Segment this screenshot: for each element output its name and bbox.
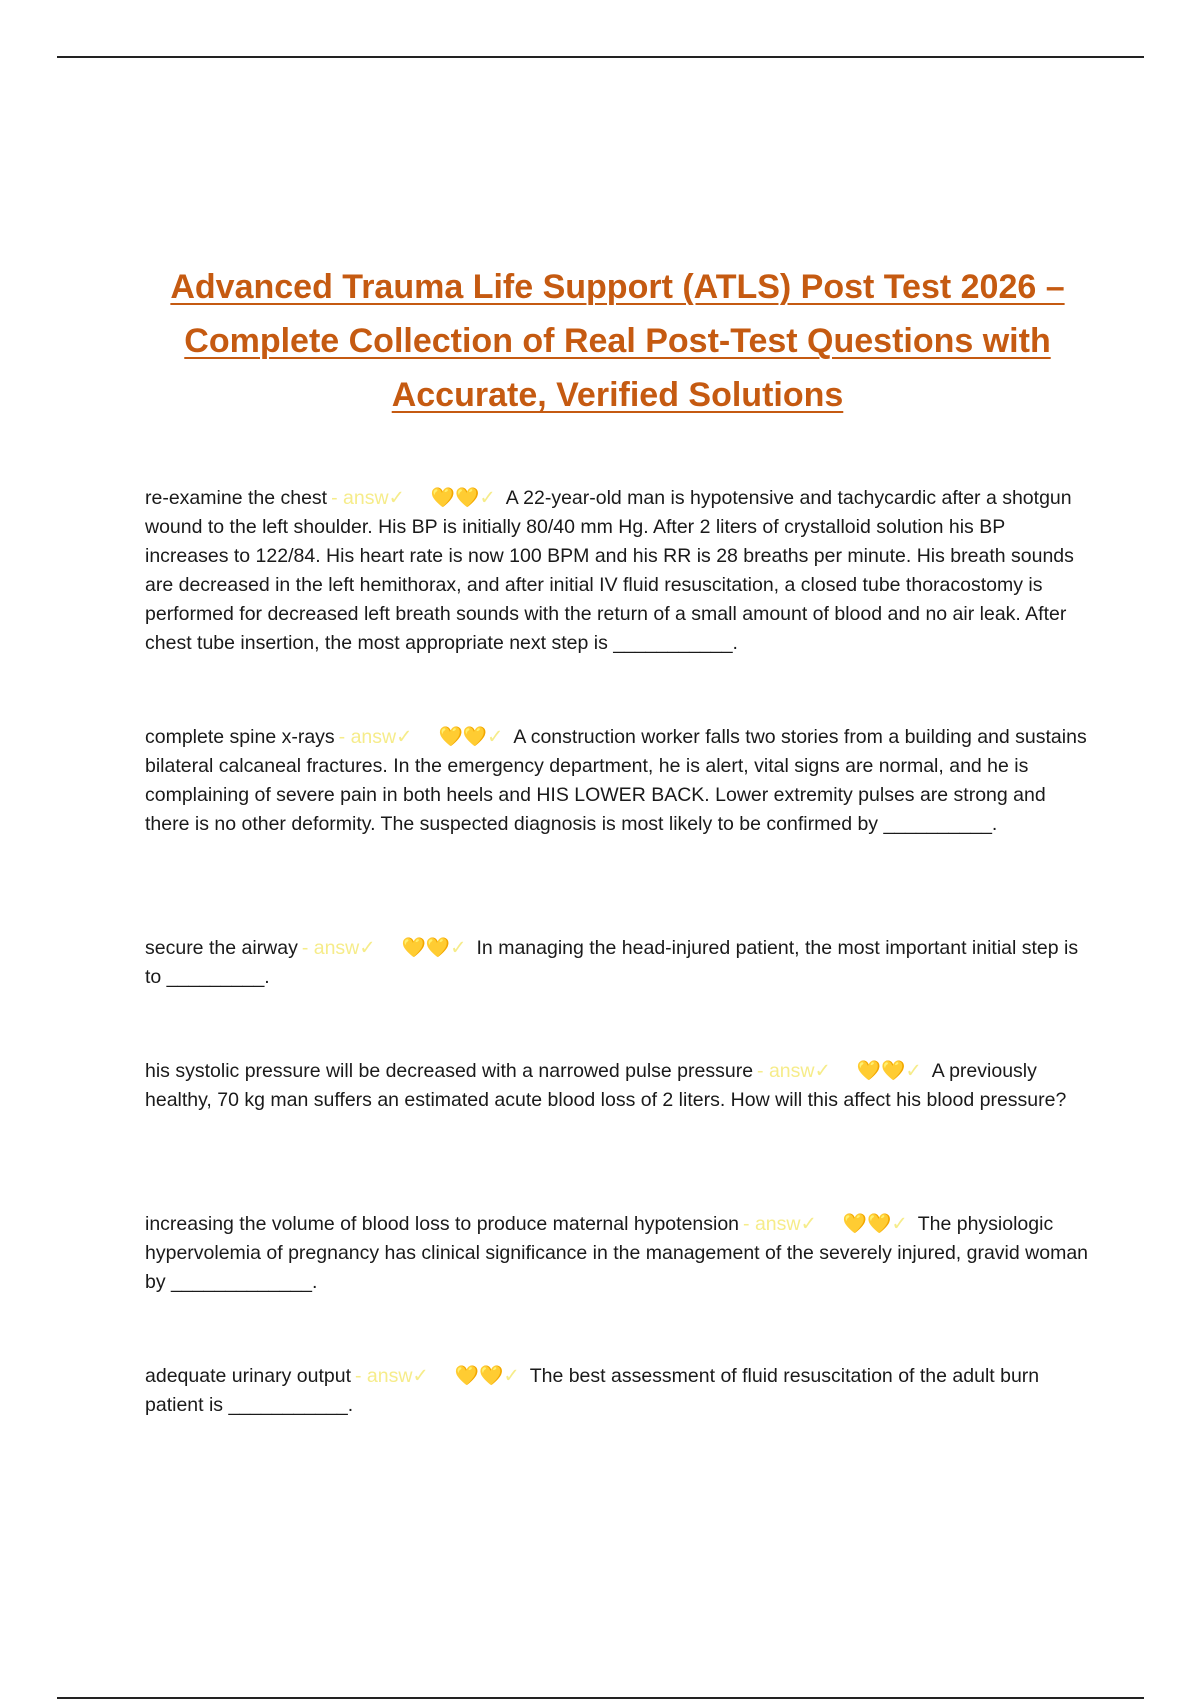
- hearts-marker: 💛💛✓: [401, 937, 467, 959]
- hearts-marker: 💛💛✓: [842, 1213, 908, 1235]
- answer-text: secure the airway: [145, 937, 298, 959]
- answer-text: adequate urinary output: [145, 1365, 351, 1387]
- answer-text: complete spine x-rays: [145, 726, 335, 748]
- question-text: A previously healthy, 70 kg man suffers an estimated acute blood loss of 2 liters. How will this affect his blood pressure?: [145, 1060, 1067, 1111]
- question-text: A construction worker falls two stories from a building and sustains bilateral calcaneal fractures. In the emergency department, he is alert, vital signs are normal, and he is complaining of severe pain in both heels and HIS LOWER BACK. Lower extremity pulses are strong and there is no other deformity. The suspected diagnosis is most likely to be confirmed by __________.: [145, 726, 1087, 835]
- qa-item: [145, 723, 1090, 839]
- document-title: [140, 260, 1095, 422]
- qa-item: [145, 1057, 1090, 1115]
- question-text: In managing the head-injured patient, the most important initial step is to _________.: [145, 937, 1079, 988]
- hearts-marker: 💛💛✓: [454, 1365, 520, 1387]
- question-text: The best assessment of fluid resuscitation of the adult burn patient is ___________.: [145, 1365, 1040, 1416]
- top-rule: [57, 56, 1144, 58]
- hearts-marker: 💛💛✓: [438, 726, 504, 748]
- qa-item: [145, 484, 1090, 658]
- title-line: Advanced Trauma Life Support (ATLS) Post Test 2026 –: [170, 268, 1065, 306]
- answer-marker: - answ✓: [743, 1213, 817, 1235]
- question-text: A 22-year-old man is hypotensive and tachycardic after a shotgun wound to the left shoulder. His BP is initially 80/40 mm Hg. After 2 liters of crystalloid solution his BP increases to 122/84. His heart rate is now 100 BPM and his RR is 28 breaths per minute. His breath sounds are decreased in the left hemithorax, and after initial IV fluid resuscitation, a closed tube thoracostomy is performed for decreased left breath sounds with the return of a small amount of blood and no air leak. After chest tube insertion, the most appropriate next step is ___________.: [145, 487, 1074, 654]
- qa-item: [145, 934, 1090, 992]
- qa-item: [145, 1210, 1090, 1297]
- title-line: Accurate, Verified Solutions: [391, 376, 844, 414]
- answer-marker: - answ✓: [338, 726, 413, 748]
- title-line: Complete Collection of Real Post-Test Questions with: [184, 322, 1051, 360]
- hearts-marker: 💛💛✓: [430, 487, 496, 509]
- answer-text: increasing the volume of blood loss to produce maternal hypotension: [145, 1213, 740, 1235]
- question-text: The physiologic hypervolemia of pregnancy has clinical significance in the management of the severely injured, gravid woman by _____________.: [145, 1213, 1089, 1293]
- answer-text: his systolic pressure will be decreased with a narrowed pulse pressure: [145, 1060, 754, 1082]
- answer-marker: - answ✓: [331, 487, 405, 509]
- answer-marker: - answ✓: [757, 1060, 831, 1082]
- answer-marker: - answ✓: [301, 937, 376, 959]
- hearts-marker: 💛💛✓: [856, 1060, 922, 1082]
- answer-marker: - answ✓: [355, 1365, 429, 1387]
- qa-item: [145, 1362, 1090, 1420]
- answer-text: re-examine the chest: [145, 487, 328, 509]
- bottom-rule: [57, 1697, 1144, 1699]
